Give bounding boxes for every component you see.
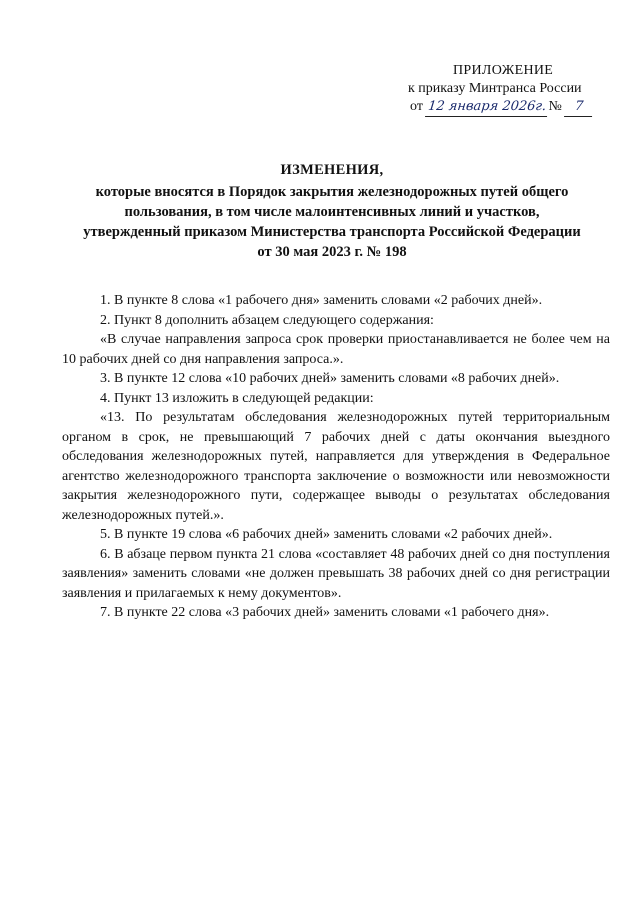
number-prefix: № (548, 99, 562, 114)
handwritten-date: 12 января 2026г. (425, 98, 549, 117)
document-body (62, 291, 610, 623)
paragraph-item-4: 4. Пункт 13 изложить в следующей редакции: (100, 390, 374, 406)
document-title (40, 160, 624, 262)
appendix-block (400, 62, 610, 117)
appendix-date-line (400, 98, 610, 117)
paragraph-item-3: 3. В пункте 12 слова «10 рабочих дней» заменить словами «8 рабочих дней». (100, 371, 560, 386)
title-line: пользования, в том числе малоинтенсивных линий и участков, (124, 204, 540, 220)
paragraph-item-7: 7. В пункте 22 слова «3 рабочих дней» заменить словами «1 рабочего дня». (100, 605, 550, 620)
paragraph-item-2: 2. Пункт 8 дополнить абзацем следующего содержания: (100, 312, 434, 328)
paragraph-quote-1: «В случае направления запроса срок проверки приостанавливается не более чем на 10 рабочих дней со дня направления запроса.». (62, 332, 610, 367)
paragraph-item-5: 5. В пункте 19 слова «6 рабочих дней» заменить словами «2 рабочих дней». (100, 527, 553, 542)
title-line: утвержденный приказом Министерства транспорта Российской Федерации (83, 224, 581, 240)
title-line: которые вносятся в Порядок закрытия железнодорожных путей общего (95, 184, 569, 200)
date-prefix: от (410, 99, 423, 114)
paragraph-item-6: 6. В абзаце первом пункта 21 слова «составляет 48 рабочих дней со дня поступления заявления» заменить словами «не должен превышать 38 рабочих дней со дня регистрации заявления и прилагаемых к нему документов». (62, 546, 610, 601)
title-heading: ИЗМЕНЕНИЯ, (280, 162, 384, 178)
appendix-title: ПРИЛОЖЕНИЕ (453, 63, 554, 78)
handwritten-order-number: 7 (564, 98, 594, 117)
paragraph-quote-2: «13. По результатам обследования железнодорожных путей территориальным органом в срок, не превышающий 7 рабочих дней с даты окончания выездного обследования железнодорожных путей, направляется для утверждения в Федеральное агентство железнодорожного транспорта заключение о возможности или невозможности закрытия железнодорожного пути, содержащее выводы о результатах обследования железнодорожных путей.». (62, 410, 610, 523)
paragraph-item-1: 1. В пункте 8 слова «1 рабочего дня» заменить словами «2 рабочих дней». (100, 293, 543, 308)
appendix-order-reference: к приказу Минтранса России (408, 81, 582, 96)
title-line: от 30 мая 2023 г. № 198 (257, 244, 407, 260)
